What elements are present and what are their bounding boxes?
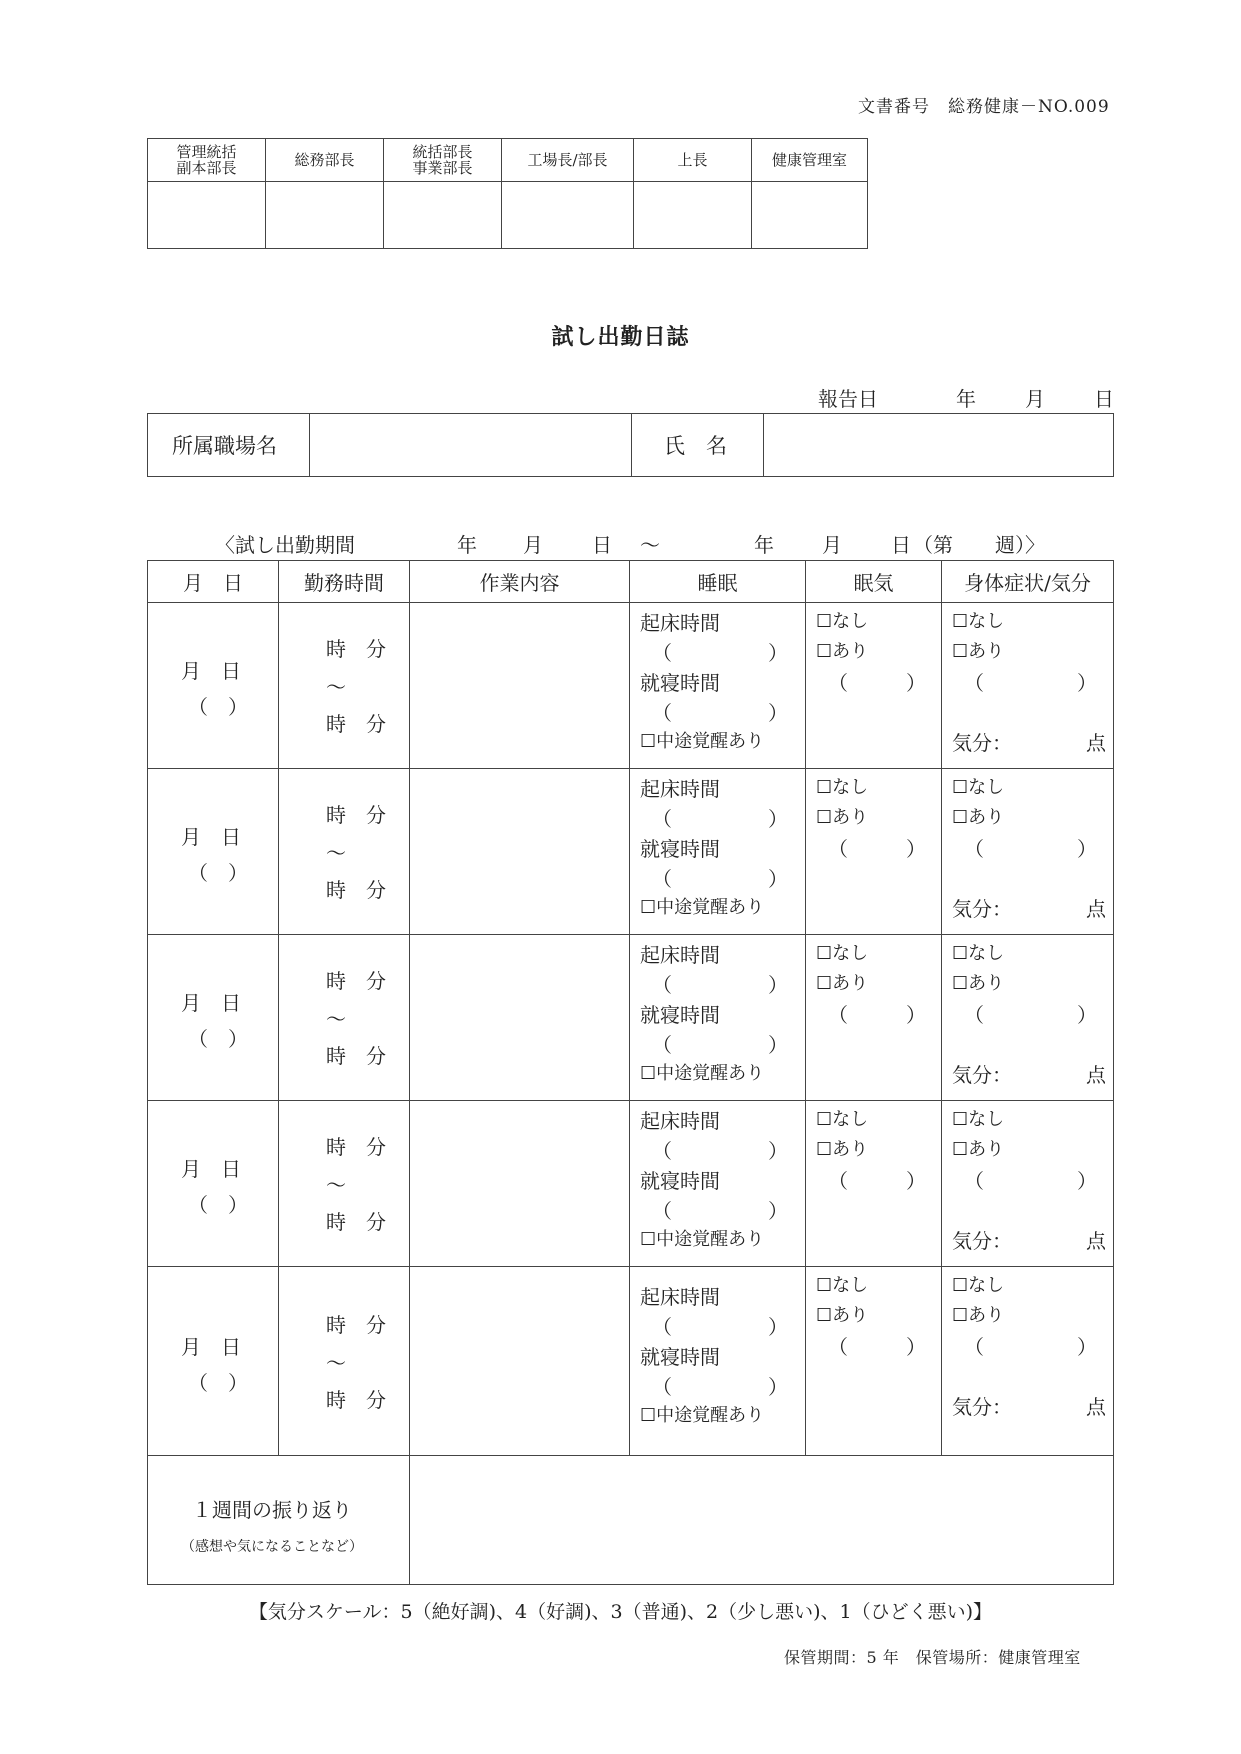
approval-header-supervisor: 上長 <box>634 139 752 182</box>
approval-header-health-office: 健康管理室 <box>752 139 868 182</box>
start-time-label: 時 分 <box>326 1135 386 1159</box>
symptoms-mood-cell <box>942 769 1114 935</box>
mood-label: 気分： <box>952 731 1012 755</box>
daily-log-row <box>148 769 1114 935</box>
weekday-label: （ ） <box>188 695 248 719</box>
bed-time-label: 就寝時間 <box>640 671 720 695</box>
symptoms-yes-checkbox[interactable]: ☐あり <box>952 807 1005 828</box>
date-label: 月 日 <box>181 991 241 1015</box>
document-number: 文書番号 総務健康－NO.009 <box>858 97 1110 117</box>
symptoms-yes-checkbox[interactable]: ☐あり <box>952 641 1005 662</box>
symptoms-mood-cell <box>942 1101 1114 1267</box>
wake-time-label: 起床時間 <box>640 1109 720 1133</box>
paren-open: （ <box>652 1315 672 1339</box>
drowsiness-cell <box>806 935 942 1101</box>
paren-close: ） <box>906 1003 926 1027</box>
stamp-box[interactable] <box>634 182 752 249</box>
symptoms-mood-cell <box>942 603 1114 769</box>
mood-label: 気分： <box>952 1395 1012 1419</box>
paren-close: ） <box>1077 671 1097 695</box>
paren-open: （ <box>652 1199 672 1223</box>
work-hours-cell[interactable] <box>279 935 410 1101</box>
paren-close: ） <box>768 701 788 725</box>
paren-open: （ <box>828 671 848 695</box>
start-time-label: 時 分 <box>326 803 386 827</box>
symptoms-none-checkbox[interactable]: ☐なし <box>952 1275 1005 1296</box>
mood-scale-note: 【気分スケール：5（絶好調)、4（好調)、3（普通)、2（少し悪い)、1（ひどく悪い)】 <box>248 1601 993 1623</box>
drowsiness-cell <box>806 769 942 935</box>
paren-close: ） <box>906 1169 926 1193</box>
paren-close: ） <box>906 837 926 861</box>
start-time-label: 時 分 <box>326 637 386 661</box>
weekly-review-label <box>148 1456 410 1585</box>
midnight-wake-checkbox[interactable]: ☐中途覚醒あり <box>640 897 765 918</box>
date-label: 月 日 <box>181 1335 241 1359</box>
trial-period-line <box>215 529 1095 557</box>
work-content-field[interactable] <box>410 935 630 1101</box>
stamp-box[interactable] <box>266 182 384 249</box>
paren-close: ） <box>768 1033 788 1057</box>
mood-unit: 点 <box>1086 897 1106 921</box>
wake-time-label: 起床時間 <box>640 943 720 967</box>
daily-log-row <box>148 935 1114 1101</box>
sleep-cell[interactable] <box>630 1101 806 1267</box>
period-tilde: ～ <box>640 533 660 557</box>
header-work-content: 作業内容 <box>410 561 630 603</box>
mood-label: 気分： <box>952 1063 1012 1087</box>
paren-open: （ <box>828 1003 848 1027</box>
approval-stamp-table <box>147 138 868 249</box>
work-hours-cell[interactable] <box>279 603 410 769</box>
time-tilde: ～ <box>326 841 346 865</box>
midnight-wake-checkbox[interactable]: ☐中途覚醒あり <box>640 1229 765 1250</box>
paren-close: ） <box>768 1315 788 1339</box>
paren-close: ） <box>768 641 788 665</box>
date-label: 月 日 <box>181 825 241 849</box>
drowsiness-none-checkbox[interactable]: ☐なし <box>816 1109 869 1130</box>
date-cell[interactable] <box>148 1101 279 1267</box>
period-start-year: 年 <box>457 533 477 557</box>
sleep-cell[interactable] <box>630 769 806 935</box>
work-hours-cell[interactable] <box>279 1267 410 1456</box>
midnight-wake-checkbox[interactable]: ☐中途覚醒あり <box>640 1063 765 1084</box>
name-field[interactable] <box>764 414 1114 477</box>
drowsiness-yes-checkbox[interactable]: ☐あり <box>816 641 869 662</box>
end-time-label: 時 分 <box>326 1388 386 1412</box>
stamp-box[interactable] <box>148 182 266 249</box>
time-tilde: ～ <box>326 675 346 699</box>
paren-open: （ <box>652 973 672 997</box>
weekly-review-field[interactable] <box>410 1456 1114 1585</box>
paren-open: （ <box>828 1169 848 1193</box>
start-time-label: 時 分 <box>326 1313 386 1337</box>
daily-log-row <box>148 1267 1114 1456</box>
start-time-label: 時 分 <box>326 969 386 993</box>
midnight-wake-checkbox[interactable]: ☐中途覚醒あり <box>640 1405 765 1426</box>
workplace-label: 所属職場名 <box>148 414 310 477</box>
header-sleep: 睡眠 <box>630 561 806 603</box>
bed-time-label: 就寝時間 <box>640 837 720 861</box>
midnight-wake-checkbox[interactable]: ☐中途覚醒あり <box>640 731 765 752</box>
paren-open: （ <box>652 1139 672 1163</box>
date-label: 月 日 <box>181 659 241 683</box>
period-week-open: （第 <box>913 533 953 557</box>
mood-label: 気分： <box>952 1229 1012 1253</box>
paren-close: ） <box>768 867 788 891</box>
date-cell[interactable] <box>148 1267 279 1456</box>
drowsiness-cell <box>806 1101 942 1267</box>
time-tilde: ～ <box>326 1007 346 1031</box>
period-end-day: 日 <box>891 533 911 557</box>
symptoms-none-checkbox[interactable]: ☐なし <box>952 943 1005 964</box>
daily-log-row <box>148 1101 1114 1267</box>
stamp-box[interactable] <box>502 182 634 249</box>
header-work-hours: 勤務時間 <box>279 561 410 603</box>
wake-time-label: 起床時間 <box>640 777 720 801</box>
paren-close: ） <box>768 1139 788 1163</box>
approval-header-general-affairs: 総務部長 <box>266 139 384 182</box>
period-end-year: 年 <box>754 533 774 557</box>
paren-open: （ <box>828 1335 848 1359</box>
header-symptoms-mood: 身体症状/気分 <box>942 561 1114 603</box>
header-drowsiness: 眠気 <box>806 561 942 603</box>
paren-open: （ <box>964 837 984 861</box>
end-time-label: 時 分 <box>326 1210 386 1234</box>
report-date-label: 報告日 <box>818 387 878 411</box>
symptoms-none-checkbox[interactable]: ☐なし <box>952 611 1005 632</box>
paren-open: （ <box>652 1375 672 1399</box>
time-tilde: ～ <box>326 1173 346 1197</box>
paren-close: ） <box>1077 1335 1097 1359</box>
paren-close: ） <box>1077 1003 1097 1027</box>
paren-open: （ <box>964 1169 984 1193</box>
paren-close: ） <box>906 671 926 695</box>
drowsiness-yes-checkbox[interactable]: ☐あり <box>816 807 869 828</box>
wake-time-label: 起床時間 <box>640 611 720 635</box>
workplace-field[interactable] <box>310 414 632 477</box>
retention-note: 保管期間：5 年 保管場所：健康管理室 <box>784 1648 1081 1667</box>
date-label: 月 日 <box>181 1157 241 1181</box>
drowsiness-cell <box>806 1267 942 1456</box>
approval-header-vice-director: 管理統括 副本部長 <box>148 139 266 182</box>
employee-info-table <box>147 413 1114 477</box>
drowsiness-none-checkbox[interactable]: ☐なし <box>816 611 869 632</box>
paren-close: ） <box>1077 1169 1097 1193</box>
symptoms-yes-checkbox[interactable]: ☐あり <box>952 973 1005 994</box>
stamp-box[interactable] <box>384 182 502 249</box>
symptoms-none-checkbox[interactable]: ☐なし <box>952 777 1005 798</box>
paren-close: ） <box>768 973 788 997</box>
report-date-year: 年 <box>956 387 976 411</box>
work-content-field[interactable] <box>410 1101 630 1267</box>
work-content-field[interactable] <box>410 1267 630 1456</box>
period-week-close: 週）〉 <box>995 533 1045 557</box>
approval-header-division-manager: 統括部長 事業部長 <box>384 139 502 182</box>
date-cell[interactable] <box>148 935 279 1101</box>
header-date: 月 日 <box>148 561 279 603</box>
weekly-review-note: （感想や気になることなど） <box>181 1539 363 1555</box>
drowsiness-cell <box>806 603 942 769</box>
mood-unit: 点 <box>1086 1229 1106 1253</box>
paren-open: （ <box>964 1335 984 1359</box>
date-cell[interactable] <box>148 769 279 935</box>
paren-close: ） <box>768 1199 788 1223</box>
sleep-cell[interactable] <box>630 935 806 1101</box>
weekly-review-title: １週間の振り返り <box>192 1498 352 1522</box>
daily-log-row <box>148 603 1114 769</box>
daily-log-table <box>147 560 1114 1585</box>
paren-open: （ <box>652 807 672 831</box>
paren-close: ） <box>768 807 788 831</box>
weekday-label: （ ） <box>188 1193 248 1217</box>
wake-time-label: 起床時間 <box>640 1285 720 1309</box>
drowsiness-yes-checkbox[interactable]: ☐あり <box>816 1305 869 1326</box>
period-start-day: 日 <box>592 533 612 557</box>
paren-open: （ <box>652 867 672 891</box>
time-tilde: ～ <box>326 1351 346 1375</box>
stamp-box[interactable] <box>752 182 868 249</box>
weekday-label: （ ） <box>188 1027 248 1051</box>
mood-unit: 点 <box>1086 1063 1106 1087</box>
drowsiness-none-checkbox[interactable]: ☐なし <box>816 777 869 798</box>
approval-header-plant-manager: 工場長/部長 <box>502 139 634 182</box>
bed-time-label: 就寝時間 <box>640 1345 720 1369</box>
period-start-month: 月 <box>523 533 543 557</box>
work-content-field[interactable] <box>410 769 630 935</box>
report-date-month: 月 <box>1025 387 1045 411</box>
symptoms-mood-cell <box>942 1267 1114 1456</box>
paren-open: （ <box>828 837 848 861</box>
symptoms-yes-checkbox[interactable]: ☐あり <box>952 1139 1005 1160</box>
date-cell[interactable] <box>148 603 279 769</box>
paren-open: （ <box>964 671 984 695</box>
end-time-label: 時 分 <box>326 1044 386 1068</box>
mood-unit: 点 <box>1086 731 1106 755</box>
symptoms-yes-checkbox[interactable]: ☐あり <box>952 1305 1005 1326</box>
work-hours-cell[interactable] <box>279 1101 410 1267</box>
paren-open: （ <box>652 701 672 725</box>
period-end-month: 月 <box>822 533 842 557</box>
drowsiness-none-checkbox[interactable]: ☐なし <box>816 1275 869 1296</box>
work-hours-cell[interactable] <box>279 769 410 935</box>
paren-open: （ <box>964 1003 984 1027</box>
period-label: 〈試し出勤期間 <box>215 533 355 557</box>
paren-close: ） <box>906 1335 926 1359</box>
page-title: 試し出勤日誌 <box>551 324 690 350</box>
end-time-label: 時 分 <box>326 712 386 736</box>
drowsiness-yes-checkbox[interactable]: ☐あり <box>816 973 869 994</box>
paren-close: ） <box>1077 837 1097 861</box>
mood-label: 気分： <box>952 897 1012 921</box>
report-date-day: 日 <box>1094 387 1114 411</box>
paren-open: （ <box>652 641 672 665</box>
drowsiness-none-checkbox[interactable]: ☐なし <box>816 943 869 964</box>
sleep-cell[interactable] <box>630 603 806 769</box>
bed-time-label: 就寝時間 <box>640 1003 720 1027</box>
paren-open: （ <box>652 1033 672 1057</box>
drowsiness-yes-checkbox[interactable]: ☐あり <box>816 1139 869 1160</box>
paren-close: ） <box>768 1375 788 1399</box>
sleep-cell[interactable] <box>630 1267 806 1456</box>
weekday-label: （ ） <box>188 861 248 885</box>
symptoms-mood-cell <box>942 935 1114 1101</box>
name-label: 氏 名 <box>632 414 764 477</box>
end-time-label: 時 分 <box>326 878 386 902</box>
symptoms-none-checkbox[interactable]: ☐なし <box>952 1109 1005 1130</box>
weekday-label: （ ） <box>188 1371 248 1395</box>
mood-unit: 点 <box>1086 1395 1106 1419</box>
bed-time-label: 就寝時間 <box>640 1169 720 1193</box>
work-content-field[interactable] <box>410 603 630 769</box>
